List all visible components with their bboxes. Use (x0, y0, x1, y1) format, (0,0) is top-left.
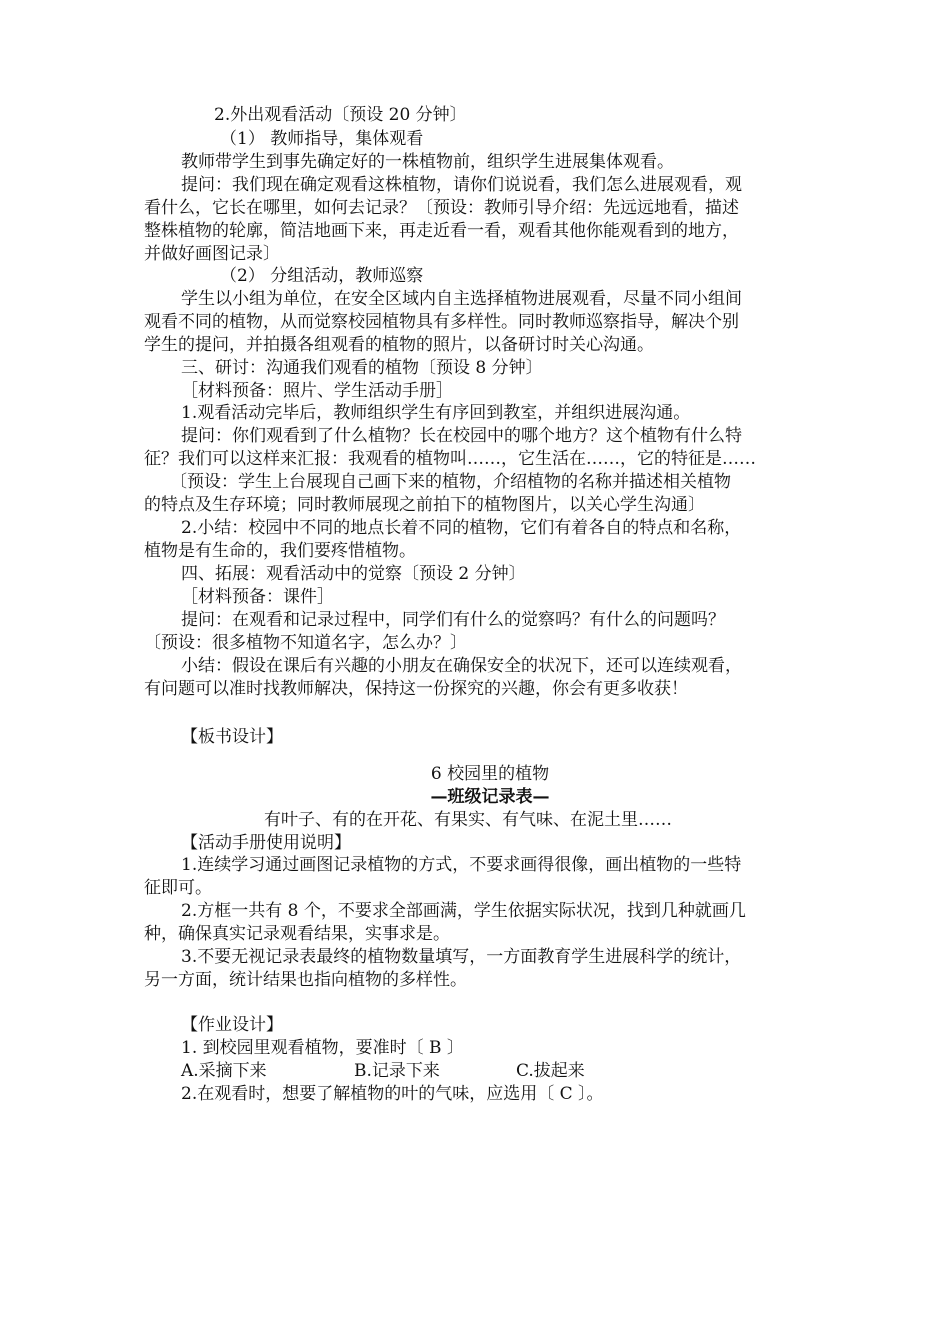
text-line: （2） 分组活动，教师巡察 (220, 266, 424, 286)
text-line: 学生以小组为单位，在安全区域内自主选择植物进展观看，尽量不同小组间 (181, 289, 742, 309)
text-line: （1） 教师指导，集体观看 (220, 129, 424, 149)
board-content: 有叶子、有的在开花、有果实、有气味、在泥土里…… (264, 810, 672, 830)
text-line: 3.不要无视记录表最终的植物数量填写，一方面教育学生进展科学的统计， (181, 947, 742, 967)
text-line: 有问题可以准时找教师解决，保持这一份探究的兴趣，你会有更多收获！ (144, 679, 688, 699)
section-heading: 四、拓展：观看活动中的觉察〔预设 2 分钟〕 (181, 564, 526, 584)
homework-heading: 【作业设计】 (181, 1015, 283, 1035)
text-line: 学生的提问，并拍摄各组观看的植物的照片，以备研讨时关心沟通。 (144, 335, 654, 355)
text-line: 2.外出观看活动〔预设 20 分钟〕 (214, 105, 467, 125)
text-line: 的特点及生存环境；同时教师展现之前拍下的植物图片，以关心学生沟通〕 (144, 495, 705, 515)
text-line: 提问：你们观看到了什么植物？长在校园中的哪个地方？这个植物有什么特 (181, 426, 742, 446)
text-line: 1.观看活动完毕后，教师组织学生有序回到教室，并组织进展沟通。 (181, 403, 691, 423)
text-line: 小结：假设在课后有兴趣的小朋友在确保安全的状况下，还可以连续观看， (181, 656, 742, 676)
text-line: 2.方框一共有 8 个，不要求全部画满，学生依据实际状况，找到几种就画几 (181, 901, 746, 921)
board-title: 6 校园里的植物 (430, 764, 550, 784)
text-line: 观看不同的植物，从而觉察校园植物具有多样性。同时教师巡察指导，解决个别 (144, 312, 739, 332)
manual-heading: 【活动手册使用说明】 (181, 833, 351, 853)
board-design-heading: 【板书设计】 (181, 727, 283, 747)
text-line: 1.连续学习通过画图记录植物的方式，不要求画得很像，画出植物的一些特 (181, 855, 742, 875)
text-line: 种，确保真实记录观看结果，实事求是。 (144, 924, 450, 944)
question-1: 1. 到校园里观看植物，要准时〔 B 〕 (181, 1038, 464, 1058)
option-a: A.采摘下来 (181, 1061, 267, 1081)
option-b: B.记录下来 (354, 1061, 440, 1081)
text-line: 提问：在观看和记录过程中，同学们有什么的觉察吗？有什么的问题吗？ (181, 610, 725, 630)
text-line: ［材料预备：照片、学生活动手册］ (181, 381, 453, 401)
section-heading: 三、研讨：沟通我们观看的植物〔预设 8 分钟〕 (181, 358, 543, 378)
text-line: 〔预设：学生上台展现自己画下来的植物，介绍植物的名称并描述相关植物 (170, 472, 731, 492)
text-line: 2.小结：校园中不同的地点长着不同的植物，它们有着各自的特点和名称， (181, 518, 742, 538)
board-subtitle: —班级记录表— (430, 787, 550, 807)
text-line: 并做好画图记录〕 (144, 244, 280, 264)
text-line: 〔预设：很多植物不知道名字，怎么办？〕 (144, 633, 467, 653)
text-line: 整株植物的轮廓，简洁地画下来，再走近看一看，观看其他你能观看到的地方， (144, 221, 739, 241)
option-c: C.拔起来 (516, 1061, 585, 1081)
question-2: 2.在观看时，想要了解植物的叶的气味，应选用〔 C 〕。 (181, 1084, 604, 1104)
text-line: 植物是有生命的，我们要疼惜植物。 (144, 541, 416, 561)
text-line: 教师带学生到事先确定好的一株植物前，组织学生进展集体观看。 (181, 152, 674, 172)
text-line: 提问：我们现在确定观看这株植物，请你们说说看，我们怎么进展观看，观 (181, 175, 742, 195)
text-line: 另一方面，统计结果也指向植物的多样性。 (144, 970, 467, 990)
text-line: 看什么，它长在哪里，如何去记录？〔预设：教师引导介绍：先远远地看，描述 (144, 198, 739, 218)
text-line: 征？我们可以这样来汇报：我观看的植物叫……，它生活在……，它的特征是…… (144, 449, 756, 469)
text-line: 征即可。 (144, 878, 212, 898)
text-line: ［材料预备：课件］ (181, 587, 334, 607)
